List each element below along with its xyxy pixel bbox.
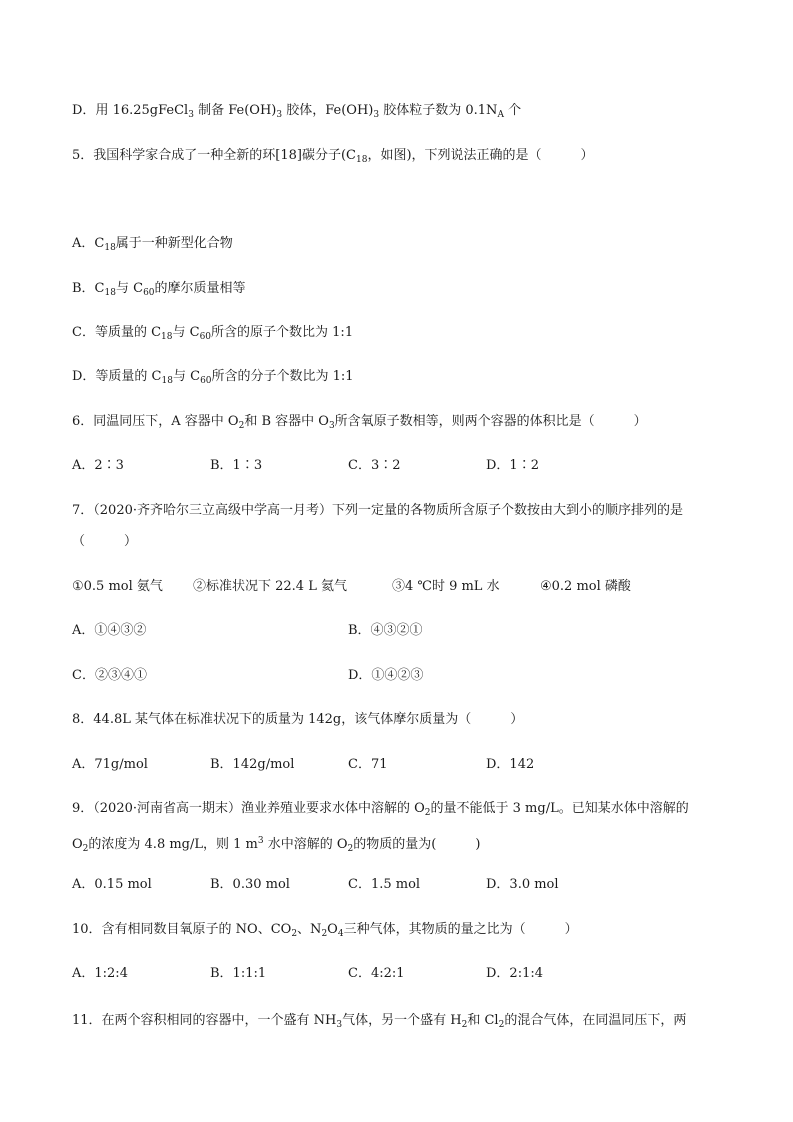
q11-stem: 11．在两个容积相同的容器中，一个盛有 $NH_3$气体，另一个盛有 $H_2$和 $Cl_2$的混合气体，在同温同压下，两 bbox=[72, 1013, 687, 1030]
q10-option-b: B．1:1:1 bbox=[210, 966, 267, 981]
q7-option-c: C．②③④① bbox=[72, 668, 147, 683]
q5-option-b: B．$C_{18}$与 $C_{60}$的摩尔质量相等 bbox=[72, 281, 246, 298]
q4-option-d: D．用 16.25gFeCl$_3$ 制备 $Fe(OH)_3$ 胶体，$Fe(OH)_3$ 胶体粒子数为 $0.1N_A$ 个 bbox=[72, 103, 522, 120]
q6-stem: 6．同温同压下，A 容器中 $O_2$和 B 容器中 $O_3$所含氧原子数相等，则两个容器的体积比是（ ） bbox=[72, 414, 647, 431]
q9-option-d: D．3.0 mol bbox=[486, 877, 559, 892]
q6-option-c: C．3∶2 bbox=[348, 458, 401, 473]
q7-stem: 7．（2020·齐齐哈尔三立高级中学高一月考）下列一定量的各物质所含原子个数按由大到小的顺序排列的是 bbox=[72, 503, 683, 518]
q9-stem-line1: 9．（2020·河南省高一期末）渔业养殖业要求水体中溶解的 $O_2$的量不能低于 3 mg/L。已知某水体中溶解的 bbox=[72, 801, 689, 818]
q7-option-d: D．①④②③ bbox=[348, 668, 424, 683]
q7-paren: （ ） bbox=[72, 534, 138, 549]
q5-option-c: C．等质量的 $C_{18}$与 $C_{60}$所含的原子个数比为 1:1 bbox=[72, 325, 354, 342]
q9-option-c: C．1.5 mol bbox=[348, 877, 421, 892]
q5-stem: 5．我国科学家合成了一种全新的环[18]碳分子($C_{18}$，如图)，下列说法正确的是（ ） bbox=[72, 148, 594, 165]
q9-option-a: A．0.15 mol bbox=[72, 877, 152, 892]
q9-stem-line2: $O_2$的浓度为 4.8 mg/L，则 1 $m^3$ 水中溶解的 $O_2$的物质的量为( ) bbox=[72, 836, 481, 854]
q7-item-3: ③4 ℃时 9 mL 水 bbox=[392, 579, 500, 594]
q8-option-c: C．71 bbox=[348, 757, 388, 772]
q10-option-d: D．2:1:4 bbox=[486, 966, 543, 981]
q7-item-2: ②标准状况下 22.4 L 氦气 bbox=[193, 579, 347, 594]
q10-option-c: C．4:2:1 bbox=[348, 966, 405, 981]
q5-option-a: A．$C_{18}$属于一种新型化合物 bbox=[72, 236, 233, 253]
q5-option-d: D．等质量的 $C_{18}$与 $C_{60}$所含的分子个数比为 1:1 bbox=[72, 369, 354, 386]
q7-option-a: A．①④③② bbox=[72, 623, 147, 638]
q8-option-a: A．71g/mol bbox=[72, 757, 148, 772]
q6-option-d: D．1∶2 bbox=[486, 458, 539, 473]
q7-item-4: ④0.2 mol 磷酸 bbox=[540, 579, 631, 594]
q8-stem: 8．44.8L 某气体在标准状况下的质量为 142g，该气体摩尔质量为（ ） bbox=[72, 712, 524, 727]
q9-option-b: B．0.30 mol bbox=[210, 877, 290, 892]
q8-option-b: B．142g/mol bbox=[210, 757, 295, 772]
q6-option-b: B．1∶3 bbox=[210, 458, 263, 473]
q10-option-a: A．1:2:4 bbox=[72, 966, 128, 981]
q6-option-a: A．2∶3 bbox=[72, 458, 124, 473]
q7-item-1: ①0.5 mol 氨气 bbox=[72, 579, 163, 594]
q7-option-b: B．④③②① bbox=[348, 623, 423, 638]
q10-stem: 10．含有相同数目氧原子的 NO、$CO_2$、$N_2O_4$三种气体，其物质的量之比为（ ） bbox=[72, 922, 578, 939]
q8-option-d: D．142 bbox=[486, 757, 535, 772]
